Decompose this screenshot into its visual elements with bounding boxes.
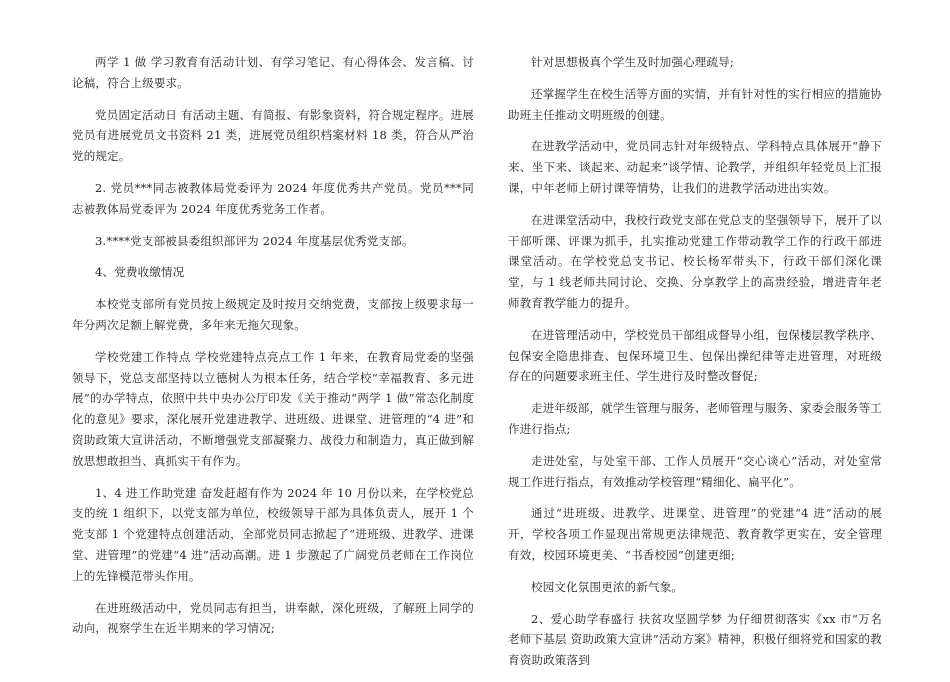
paragraph: 学校党建工作特点 学校党建特点亮点工作 1 年来，在教育局党委的坚强领导下，党总支部坚持以立德树人为根本任务，结合学校“幸福教育、多元进展”的办学特点，依照中共中央办公厅印发《关于推动“两学 1 做”常态化制度化的意见》要求，深化展开党建进教学、进班级、进课堂、进管理的“4 进”和资助政策大宣讲活动，不断增强党支部凝聚力、战役力和制造力，真正做到解放思想敢担当、真抓实干有作为。 — [72, 349, 474, 468]
paragraph: 2. 党员***同志被教体局党委评为 2024 年度优秀共产党员。党员***同志被教体局党委评为 2024 年度优秀党务工作者。 — [72, 180, 474, 216]
paragraph: 还掌握学生在校生活等方面的实情，并有针对性的实行相应的措施协助班主任推动文明班级的创建。 — [508, 86, 882, 122]
right-column — [508, 52, 882, 682]
paragraph: 在进教学活动中，党员同志针对年级特点、学科特点具体展开“静下来、坐下来、谈起来、动起来”谈学情、论教学，并组织年轻党员上汇报课，中年老师上研讨课等情势，让我们的进教学活动进出实效。 — [508, 139, 882, 195]
paragraph: 在进管理活动中，学校党员干部组成督导小组，包保楼层教学秩序、包保安全隐患排查、包保环境卫生、包保出操纪律等走进管理，对班级存在的问题要求班主任、学生进行及时整改督促; — [508, 327, 882, 384]
paragraph: 本校党支部所有党员按上级规定及时按月交纳党费，支部按上级要求每一年分两次足额上解党费，多年来无拖欠现象。 — [72, 297, 474, 332]
paragraph: 在进课堂活动中，我校行政党支部在党总支的坚强领导下，展开了以干部听课、评课为抓手，扎实推动党建工作带动教学工作的行政干部进课堂活动。在学校党总支书记、校长杨军带头下，行政干部们深化课堂，与 1 线老师共同讨论、交换、分享教学上的高贵经验，增进青年老师教育教学能力的提升。 — [508, 212, 882, 310]
paragraph: 党员固定活动日 有活动主题、有简报、有影象资料，符合规定程序。进展党员有进展党员文书资料 21 类，进展党员组织档案材料 18 类，符合从严治党的规定。 — [72, 107, 474, 164]
paragraph: 通过“进班级、进教学、进课堂、进管理”的党建“4 进”活动的展开，学校各项工作显现出常规更法律规范、教育教学更实在，安全管理有效，校园环境更美、“书香校园”创建更细; — [508, 506, 882, 562]
paragraph: 走进年级部，就学生管理与服务、老师管理与服务、家委会服务等工作进行指点; — [508, 401, 882, 436]
left-column — [72, 52, 474, 650]
paragraph: 校园文化氛围更浓的新气象。 — [531, 579, 684, 594]
paragraph: 4、党费收缴情况 — [95, 265, 185, 280]
paragraph: 两学 1 做 学习教育有活动计划、有学习笔记、有心得体会、发言稿、讨论稿，符合上级要求。 — [72, 55, 474, 90]
paragraph: 针对思想极真个学生及时加强心理疏导; — [531, 55, 734, 69]
paragraph: 走进处室，与处室干部、工作人员展开“交心谈心”活动，对处室常规工作进行指点，有效推动学校管理“精细化、扁平化”。 — [508, 453, 882, 489]
paragraph: 3.****党支部被县委组织部评为 2024 年度基层优秀党支部。 — [95, 233, 414, 248]
paragraph: 1、4 进工作助党建 奋发赶超有作为 2024 年 10 月份以来，在学校党总支的统 1 组织下，以党支部为单位，校级领导干部为具体负责人，展开 1 个党支部 1 个党建特点创建活动，全部党员同志掀起了“进班级、进教学、进课堂、进管理”的党建“4 进”活动高潮。进 1 步激起了广阔党员老师在工作岗位上的先锋模范带头作用。 — [72, 485, 474, 583]
paragraph: 2、爱心助学春盛行 扶贫攻坚圆学梦 为仔细贯彻落实《xx 市“万名老师下基层 资助政策大宣讲”活动方案》精神，积极仔细将党和国家的教育资助政策落到 — [508, 611, 882, 668]
paragraph: 在进班级活动中，党员同志有担当，讲奉献，深化班级，了解班上同学的动向，视察学生在近半期来的学习情况; — [72, 600, 474, 636]
